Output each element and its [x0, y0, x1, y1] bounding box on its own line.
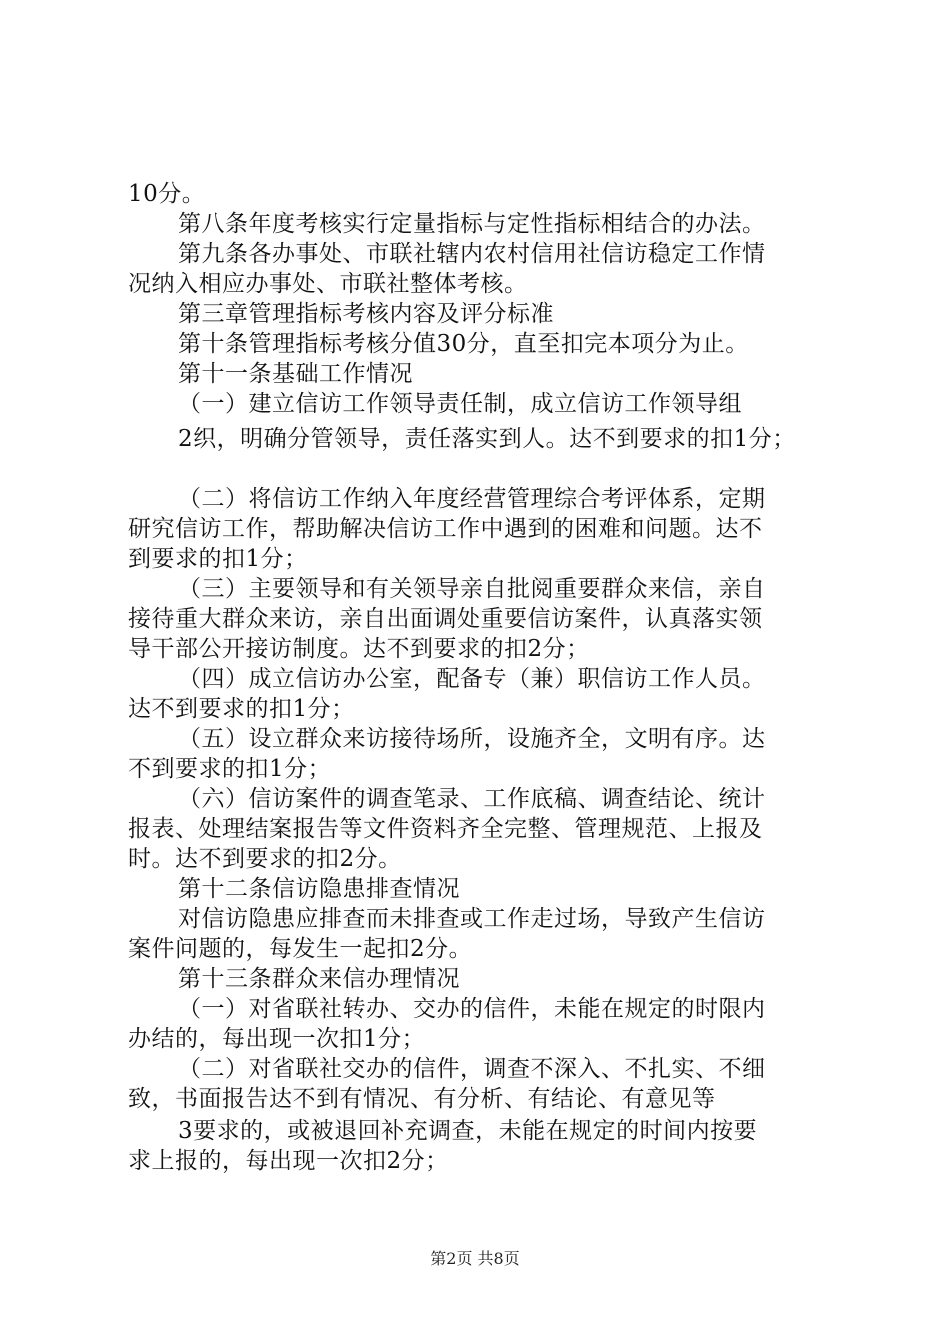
- text-line: 达不到要求的扣1分；: [128, 696, 355, 722]
- text-line: （一）建立信访工作领导责任制，成立信访工作领导组: [178, 391, 742, 417]
- text-line: 到要求的扣1分；: [128, 546, 308, 572]
- text-line: 10分。: [128, 181, 206, 207]
- text-line: 对信访隐患应排查而未排查或工作走过场，导致产生信访: [178, 906, 766, 932]
- text-line: 案件问题的，每发生一起扣2分。: [128, 936, 473, 962]
- text-line: 第八条年度考核实行定量指标与定性指标相结合的办法。: [178, 211, 766, 237]
- text-line: 求上报的，每出现一次扣2分；: [128, 1148, 449, 1174]
- text-line: 导干部公开接访制度。达不到要求的扣2分；: [128, 636, 590, 662]
- text-line: 办结的，每出现一次扣1分；: [128, 1026, 426, 1052]
- text-line: 第十一条基础工作情况: [178, 361, 413, 387]
- text-line: 不到要求的扣1分；: [128, 756, 332, 782]
- text-line: （四）成立信访办公室，配备专（兼）职信访工作人员。: [178, 666, 766, 692]
- text-line: 况纳入相应办事处、市联社整体考核。: [128, 271, 528, 297]
- text-line: 致，书面报告达不到有情况、有分析、有结论、有意见等: [128, 1086, 716, 1112]
- text-line: 时。达不到要求的扣2分。: [128, 846, 402, 872]
- text-line: 3要求的，或被退回补充调查，未能在规定的时间内按要: [178, 1118, 758, 1144]
- text-line: （五）设立群众来访接待场所，设施齐全，文明有序。达: [178, 726, 766, 752]
- text-line: （一）对省联社转办、交办的信件，未能在规定的时限内: [178, 996, 766, 1022]
- text-line: 第十三条群众来信办理情况: [178, 966, 460, 992]
- text-line: （二）将信访工作纳入年度经营管理综合考评体系，定期: [178, 486, 766, 512]
- text-line: （六）信访案件的调查笔录、工作底稿、调查结论、统计: [178, 786, 766, 812]
- text-line: 研究信访工作，帮助解决信访工作中遇到的困难和问题。达不: [128, 516, 763, 542]
- text-line: 接待重大群众来访，亲自出面调处重要信访案件，认真落实领: [128, 606, 763, 632]
- text-line: 第十条管理指标考核分值30分，直至扣完本项分为止。: [178, 331, 749, 357]
- text-line: （三）主要领导和有关领导亲自批阅重要群众来信，亲自: [178, 576, 766, 602]
- text-line: 第九条各办事处、市联社辖内农村信用社信访稳定工作情: [178, 241, 766, 267]
- text-line: （二）对省联社交办的信件，调查不深入、不扎实、不细: [178, 1056, 766, 1082]
- text-line: 报表、处理结案报告等文件资料齐全完整、管理规范、上报及: [128, 816, 763, 842]
- text-line: 2织，明确分管领导，责任落实到人。达不到要求的扣1分；: [178, 426, 796, 452]
- text-line: 第十二条信访隐患排查情况: [178, 876, 460, 902]
- page-number-footer: 第2页 共8页: [430, 1249, 520, 1268]
- text-line: 第三章管理指标考核内容及评分标准: [178, 301, 554, 327]
